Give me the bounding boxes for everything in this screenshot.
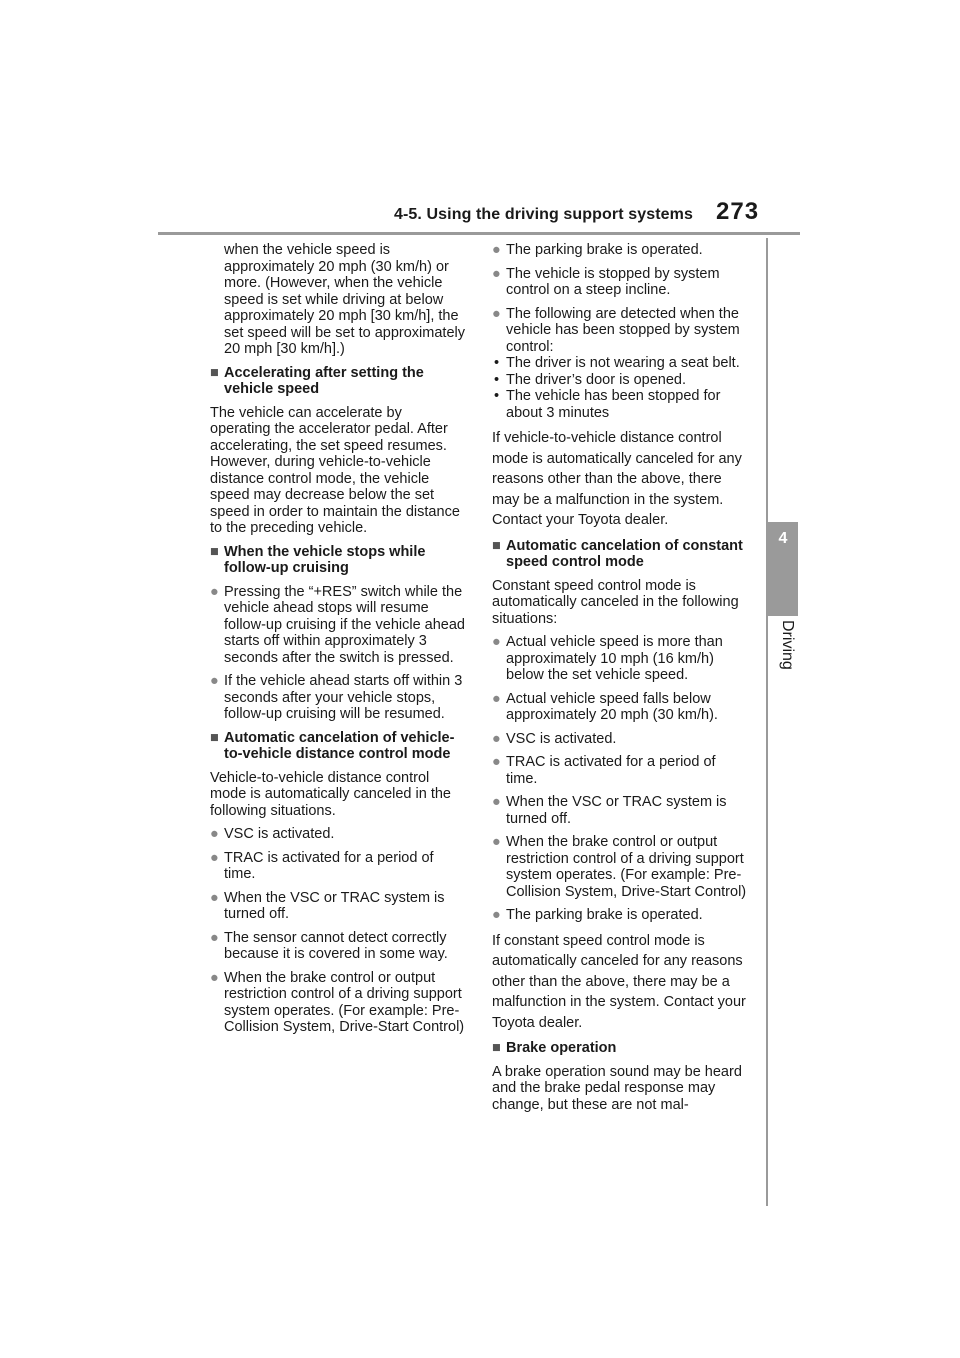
list-item xyxy=(210,584,466,667)
left-column xyxy=(210,242,466,1043)
paragraph: If vehicle-to-vehicle distance control mode is automatically canceled for any reasons other than the above, there may be a malfunction in the system. Contact your Toyota dealer. xyxy=(492,430,742,528)
list-item xyxy=(492,907,750,924)
sub-list-item xyxy=(492,372,750,389)
circle-bullet-icon: ● xyxy=(210,826,219,842)
side-tab-rule xyxy=(766,238,768,1206)
square-bullet-icon: ■ xyxy=(492,537,501,554)
paragraph: A brake operation sound may be heard and the brake pedal response may change, but these are not mal- xyxy=(492,1063,742,1113)
list-item xyxy=(492,242,750,259)
side-tab-number: 4 xyxy=(778,530,788,547)
heading-text: When the vehicle stops while follow-up cruising xyxy=(224,543,426,576)
list-item-text: When the brake control or output restriction control of a driving support system operates. (For example: Pre-Collision System, Drive-Start Control) xyxy=(506,834,747,900)
page-number: 273 xyxy=(716,198,760,225)
paragraph: If constant speed control mode is automatically canceled for any reasons other than the above, there may be a malfunction in the system. Contact your Toyota dealer. xyxy=(492,932,746,1031)
circle-bullet-icon: ● xyxy=(210,929,219,946)
dot-bullet-icon: • xyxy=(494,355,500,371)
list-item xyxy=(492,794,750,827)
heading-text: Automatic cancelation of constant speed control mode xyxy=(506,537,743,570)
list-item xyxy=(492,306,750,356)
list-item xyxy=(492,266,750,299)
heading-text: Accelerating after setting the vehicle speed xyxy=(224,364,424,397)
list-item-text: The following are detected when the vehicle has been stopped by system control: xyxy=(506,305,740,355)
dot-bullet-icon: • xyxy=(494,371,500,388)
list-item-text: If the vehicle ahead starts off within 3 seconds after your vehicle stops, follow-up cruising will be resumed. xyxy=(224,673,463,722)
list-item xyxy=(492,691,750,724)
right-column xyxy=(492,242,750,1120)
list-item xyxy=(210,850,466,883)
square-bullet-icon: ■ xyxy=(210,729,219,746)
list-item-text: When the VSC or TRAC system is turned off. xyxy=(224,889,445,922)
list-item-text: When the brake control or output restriction control of a driving support system operates. (For example: Pre-Collision System, Drive-Start Control) xyxy=(224,969,465,1035)
circle-bullet-icon: ● xyxy=(210,889,219,906)
paragraph: Vehicle-to-vehicle distance control mode is automatically canceled in the following situations. xyxy=(210,769,451,819)
paragraph: when the vehicle speed is approximately 20 mph (30 km/h) or more. (However, when the vehicle speed is set while driving at below approximately 20 mph [30 km/h], the set speed will be set to approximately 20 mph [30 km/h].) xyxy=(224,242,465,357)
list-item-text: The vehicle is stopped by system control on a steep incline. xyxy=(506,265,720,298)
square-bullet-icon: ■ xyxy=(210,364,219,381)
sub-list-item-text: The vehicle has been stopped for about 3 minutes xyxy=(506,388,721,421)
list-item-text: When the VSC or TRAC system is turned off. xyxy=(506,794,727,827)
list-item-text: Actual vehicle speed falls below approximately 20 mph (30 km/h). xyxy=(506,690,718,723)
list-item xyxy=(210,826,466,843)
section-heading xyxy=(210,365,466,398)
paragraph: Constant speed control mode is automatically canceled in the following situations: xyxy=(492,577,739,627)
header-rule xyxy=(158,232,800,235)
circle-bullet-icon: ● xyxy=(492,265,501,282)
circle-bullet-icon: ● xyxy=(492,754,501,770)
circle-bullet-icon: ● xyxy=(492,834,501,850)
section-heading xyxy=(210,730,466,763)
circle-bullet-icon: ● xyxy=(492,305,501,322)
circle-bullet-icon: ● xyxy=(210,583,219,600)
circle-bullet-icon: ● xyxy=(492,730,501,747)
list-item xyxy=(210,673,466,723)
list-item xyxy=(492,731,750,748)
list-item-text: Actual vehicle speed is more than approximately 10 mph (16 km/h) below the set vehicle speed. xyxy=(506,634,723,683)
sub-list-item-text: The driver is not wearing a seat belt. xyxy=(506,355,740,371)
list-item xyxy=(492,834,750,900)
list-item-text: TRAC is activated for a period of time. xyxy=(506,754,716,787)
heading-text: Brake operation xyxy=(506,1040,617,1056)
side-tab-label: Driving xyxy=(779,620,796,670)
circle-bullet-icon: ● xyxy=(210,849,219,866)
sub-list-item xyxy=(492,355,750,372)
square-bullet-icon: ■ xyxy=(210,543,219,560)
circle-bullet-icon: ● xyxy=(492,634,501,650)
section-heading xyxy=(210,544,466,577)
square-bullet-icon: ■ xyxy=(492,1040,501,1056)
list-item xyxy=(210,890,466,923)
circle-bullet-icon: ● xyxy=(492,907,501,923)
dot-bullet-icon: • xyxy=(494,388,500,404)
list-item-text: The parking brake is operated. xyxy=(506,242,703,258)
circle-bullet-icon: ● xyxy=(492,242,501,258)
circle-bullet-icon: ● xyxy=(492,794,501,810)
list-item xyxy=(492,634,750,684)
paragraph: The vehicle can accelerate by operating the accelerator pedal. After accelerating, the set speed resumes. However, during vehicle-to-vehicle distance control mode, the vehicle speed may decrease below the set speed in order to maintain the distance to the preceding vehicle. xyxy=(210,404,460,536)
page-header-title: 4-5. Using the driving support systems xyxy=(394,206,693,223)
list-item xyxy=(210,930,466,963)
section-heading xyxy=(492,538,750,571)
circle-bullet-icon: ● xyxy=(210,969,219,986)
list-item xyxy=(210,970,466,1036)
sub-list-item-text: The driver’s door is opened. xyxy=(506,371,687,388)
list-item-text: The sensor cannot detect correctly because it is covered in some way. xyxy=(224,929,448,962)
list-item xyxy=(492,754,750,787)
list-item-text: VSC is activated. xyxy=(506,730,617,747)
sub-list-item xyxy=(492,388,750,421)
list-item-text: Pressing the “+RES” switch while the vehicle ahead stops will resume follow-up cruising if the vehicle ahead starts off within approximately 3 seconds after the switch is pressed. xyxy=(224,583,465,666)
section-heading xyxy=(492,1040,750,1057)
heading-text: Automatic cancelation of vehicle-to-vehicle distance control mode xyxy=(224,729,455,762)
circle-bullet-icon: ● xyxy=(492,690,501,707)
list-item-text: The parking brake is operated. xyxy=(506,907,703,923)
list-item-text: TRAC is activated for a period of time. xyxy=(224,849,434,882)
list-item-text: VSC is activated. xyxy=(224,826,335,842)
circle-bullet-icon: ● xyxy=(210,673,219,689)
